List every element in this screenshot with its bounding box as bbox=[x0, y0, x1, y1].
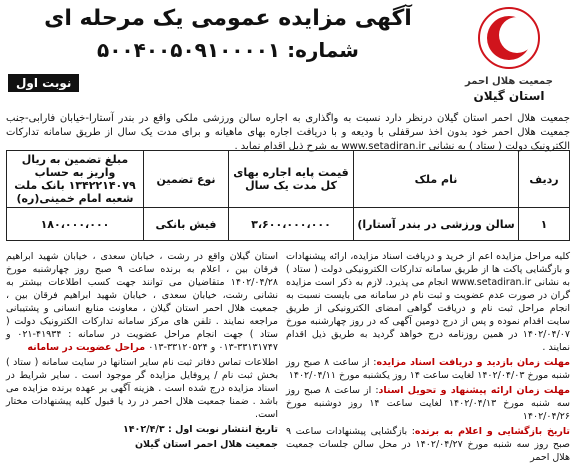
round-badge: نوبت اول bbox=[8, 74, 79, 92]
opening-date bbox=[286, 425, 570, 464]
visit-deadline bbox=[286, 356, 570, 382]
contact-paragraph bbox=[6, 250, 278, 354]
notice-number: شماره: ۵۰۰۴۰۰۵۰۹۱۰۰۰۰۱ bbox=[97, 38, 359, 62]
visit-deadline-text: : از ساعت ۸ صبح روز شنبه مورخ ۱۴۰۲/۰۴/۰۳ لغایت ساعت ۱۴ روز یکشنبه مورخ ۱۴۰۲/۰۴/۱۱ bbox=[286, 357, 570, 381]
left-column bbox=[6, 250, 278, 453]
right-column bbox=[286, 250, 570, 466]
cell-property: سالن ورزشی در بندر آستارا) bbox=[354, 208, 519, 241]
auction-table bbox=[6, 150, 570, 241]
header-guarantee-type: نوع تضمین bbox=[144, 151, 229, 208]
submission-deadline-text: : از ساعت ۸ صبح روز سه شنبه مورخ ۱۴۰۲/۰۴/۱۳ لغایت ساعت ۱۴ روز دوشنبه مورخ ۱۴۰۲/۰۴/۲۶ bbox=[286, 385, 570, 422]
header-property: نام ملک bbox=[354, 151, 519, 208]
red-crescent-icon bbox=[477, 6, 541, 70]
procedure-paragraph: کلیه مراحل مزایده اعم از خرید و دریافت اسناد مزایده، ارائه پیشنهادات و بازگشایی پاکت ها از طریق سامانه تدارکات الکترونیکی دولت ( ستاد ) به نشانی www.setadiran.ir انجام می پذیرد. لازم به ذکر است مزایده گران در صورت عدم عضویت و ثبت نام در سامانه می بایست نسبت به انجام مراحل ثبت نام و دریافت گواهی امضای الکترونیکی از طریق سایت اقدام نموده و پس از درج دومین آگهی که در روز چهارشنبه مورخ ۱۴۰۲/۰۴/۰۷ در همین روزنامه درج خواهد گردید به طریق ذیل اقدام نمایند . bbox=[286, 251, 570, 353]
contact-text: استان گیلان واقع در رشت ، خیابان سعدی ، خیابان شهید ابراهیم فرقان بین ، اعلام به برنده ساعت ۹ صبح روز چهارشنبه مورخ ۱۴۰۲/۰۴/۲۸ متقاضیان می توانند جهت کسب اطلاعات بیشتر به نشانی رشت، خیابان سعدی ، خیابان شهید ابراهیم فرقان بین ، جمعیت هلال احمر استان گیلان ، معاونت منابع انسانی و پشتیبانی مراجعه نمایند . تلفن های مرکز سامانه تدارکات الکترونیک دولت ( ستاد ) جهت انجام مراحل عضویت در سامانه : ۴۱۹۳۴-۰۲۱ و ۳۳۱۳۱۷۴۷-۰۱۳ و ۳۳۱۲۰۵۲۴-۰۱۳ bbox=[6, 251, 278, 353]
publish-date: تاریخ انتشار نوبت اول : ۱۴۰۲/۴/۳ bbox=[122, 424, 278, 435]
cell-guarantee-amount: ۱۸۰،۰۰۰،۰۰۰ bbox=[7, 208, 144, 241]
table-header-row bbox=[7, 151, 570, 208]
submission-deadline-heading: مهلت زمان ارائه پیشنهاد و تحویل اسناد bbox=[378, 385, 570, 396]
table-row bbox=[7, 208, 570, 241]
signature: جمعیت هلال احمر استان گیلان bbox=[134, 439, 278, 450]
header-price: قیمت پایه اجاره بهای کل مدت یک سال bbox=[229, 151, 354, 208]
header-row-number: ردیف bbox=[519, 151, 570, 208]
cell-guarantee-type: فیش بانکی bbox=[144, 208, 229, 241]
logo-org-name: جمعیت هلال احمر bbox=[465, 76, 553, 87]
visit-deadline-heading: مهلت زمان بازدید و دریافت اسناد مزایده bbox=[376, 357, 570, 368]
logo-province-name: استان گیلان bbox=[473, 89, 545, 103]
notice-title: آگهی مزایده عمومی یک مرحله ای bbox=[44, 6, 412, 31]
opening-date-heading: تاریخ بازگشایی و اعلام به برنده bbox=[414, 426, 571, 437]
cell-row-number: ۱ bbox=[519, 208, 570, 241]
red-crescent-logo bbox=[450, 6, 568, 118]
cell-price: ۳،۶۰۰،۰۰۰،۰۰۰ bbox=[229, 208, 354, 241]
opening-date-text: : بازگشایی پیشنهادات ساعت ۹ صبح روز سه شنبه مورخ ۱۴۰۲/۰۴/۲۷ در محل سالن جلسات جمعیت هلال احمر bbox=[286, 426, 570, 463]
submission-deadline bbox=[286, 384, 570, 423]
other-conditions: اطلاعات تماس دفاتر ثبت نام سایر استانها در سایت سامانه ( ستاد ) بخش ثبت نام / پروفایل مزایده گر موجود است . سایر شرایط در اسناد مزایده درج شده است . هزینه آگهی بر عهده برنده مزایده می باشد . ضمنا جمعیت هلال احمر در رد یا قبول کلیه پیشنهادات مختار است. bbox=[6, 357, 278, 420]
header-guarantee-amount: مبلغ تضمین به ریال واریز به حساب ۱۳۴۲۲۱۴۰۷۹ بانک ملت شعبه امام خمینی(ره) bbox=[7, 151, 144, 208]
membership-heading: مراحل عضویت در سامانه bbox=[27, 342, 146, 353]
intro-paragraph: جمعیت هلال احمر استان گیلان درنظر دارد نسبت به واگذاری به اجاره سالن ورزشی ملکی واقع در بندر آستارا-خیابان فارابی-جنب جمعیت هلال احمر خود بدون اخذ سرقفلی با ودیعه و با دریافت اجاره بهای ماهیانه و برای مدت یک سال از طریق سامانه تدارکات الکترونیک دولت ( ستاد ) به نشانی www.setadiran.ir به شرح ذیل اقدام نماید . bbox=[6, 113, 570, 152]
